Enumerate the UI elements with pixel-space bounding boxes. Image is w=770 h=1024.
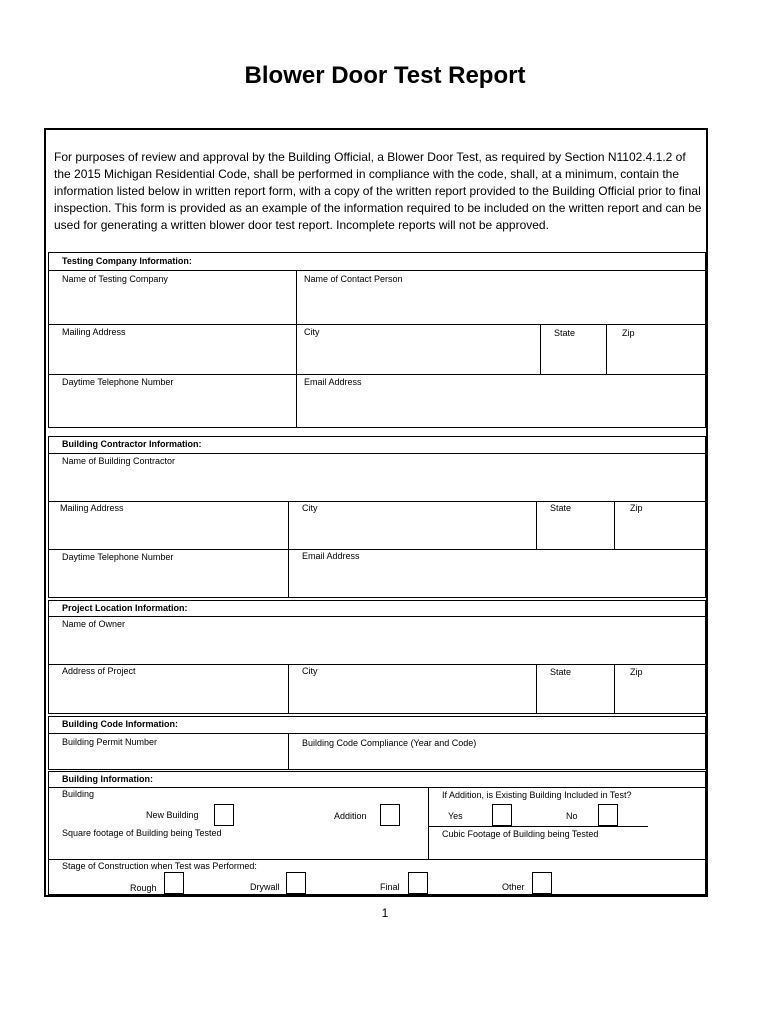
- project-section: [48, 600, 706, 714]
- final-label: Final: [380, 882, 400, 892]
- divider: [606, 324, 607, 374]
- building-info-header: Building Information:: [62, 774, 153, 784]
- divider: [536, 664, 537, 714]
- yes-label: Yes: [448, 811, 463, 821]
- no-checkbox[interactable]: [598, 804, 618, 826]
- divider: [48, 453, 706, 454]
- divider: [48, 664, 706, 665]
- testing-zip-field[interactable]: Zip: [622, 328, 635, 338]
- existing-included-question: If Addition, is Existing Building Included in Test?: [442, 790, 632, 800]
- contractor-name-field[interactable]: Name of Building Contractor: [62, 456, 176, 466]
- testing-contact-person-field[interactable]: Name of Contact Person: [304, 274, 403, 284]
- intro-text: For purposes of review and approval by the Building Official, a Blower Door Test, as required by Section N1102.4.1.2 of the 2015 Michigan Residential Code, shall be performed in compliance with the code, shall, at a minimum, contain the information listed below in written report form, with a copy of the written report provided to the Building Official prior to final inspection. This form is provided as an example of the information required to be included on the written report and can be used for generating a written blower door test report. Incomplete reports will not be approved.: [54, 150, 702, 232]
- no-label: No: [566, 811, 578, 821]
- divider: [48, 787, 706, 788]
- divider: [48, 733, 706, 734]
- code-header: Building Code Information:: [62, 719, 178, 729]
- drywall-checkbox[interactable]: [286, 872, 306, 894]
- rough-checkbox[interactable]: [164, 872, 184, 894]
- code-compliance-field[interactable]: Building Code Compliance (Year and Code): [302, 738, 477, 748]
- page-title: Blower Door Test Report: [244, 62, 526, 89]
- divider: [536, 501, 537, 549]
- contractor-header: Building Contractor Information:: [62, 439, 202, 449]
- divider: [428, 787, 429, 859]
- divider: [296, 270, 297, 428]
- testing-mailing-address-field[interactable]: Mailing Address: [62, 327, 126, 337]
- divider: [48, 501, 706, 502]
- building-label: Building: [62, 789, 95, 799]
- page-number: 1: [381, 906, 389, 920]
- divider: [288, 664, 289, 714]
- testing-city-field[interactable]: City: [304, 327, 320, 337]
- divider: [48, 616, 706, 617]
- divider: [614, 664, 615, 714]
- project-city-field[interactable]: City: [302, 666, 318, 676]
- other-checkbox[interactable]: [532, 872, 552, 894]
- project-zip-field[interactable]: Zip: [630, 667, 643, 677]
- final-checkbox[interactable]: [408, 872, 428, 894]
- contractor-zip-field[interactable]: Zip: [630, 503, 643, 513]
- cubic-footage-field[interactable]: Cubic Footage of Building being Tested: [442, 829, 599, 839]
- contractor-state-field[interactable]: State: [550, 503, 572, 513]
- contractor-city-field[interactable]: City: [302, 503, 318, 513]
- new-building-checkbox[interactable]: [214, 804, 234, 826]
- project-header: Project Location Information:: [62, 603, 188, 613]
- yes-checkbox[interactable]: [492, 804, 512, 826]
- drywall-label: Drywall: [250, 882, 280, 892]
- new-building-label: New Building: [146, 810, 199, 820]
- other-label: Other: [502, 882, 525, 892]
- contractor-phone-field[interactable]: Daytime Telephone Number: [62, 552, 174, 562]
- testing-email-field[interactable]: Email Address: [304, 377, 362, 387]
- testing-company-header: Testing Company Information:: [62, 256, 192, 266]
- project-state-field[interactable]: State: [550, 667, 572, 677]
- contractor-email-field[interactable]: Email Address: [302, 551, 360, 561]
- owner-name-field[interactable]: Name of Owner: [62, 619, 126, 629]
- divider: [48, 324, 706, 325]
- testing-phone-field[interactable]: Daytime Telephone Number: [62, 377, 174, 387]
- permit-number-field[interactable]: Building Permit Number: [62, 737, 158, 747]
- divider: [48, 270, 706, 271]
- addition-checkbox[interactable]: [380, 804, 400, 826]
- testing-company-name-field[interactable]: Name of Testing Company: [62, 274, 168, 284]
- stage-label: Stage of Construction when Test was Performed:: [62, 861, 257, 871]
- rough-label: Rough: [130, 883, 157, 893]
- divider: [48, 374, 706, 375]
- square-footage-field[interactable]: Square footage of Building being Tested: [62, 828, 222, 838]
- divider: [614, 501, 615, 549]
- contractor-mailing-address-field[interactable]: Mailing Address: [60, 503, 124, 513]
- project-address-field[interactable]: Address of Project: [62, 666, 136, 676]
- divider: [288, 733, 289, 770]
- divider: [540, 324, 541, 374]
- divider: [48, 549, 706, 550]
- addition-label: Addition: [334, 811, 367, 821]
- divider: [48, 859, 706, 860]
- divider: [288, 501, 289, 598]
- testing-state-field[interactable]: State: [554, 328, 576, 338]
- divider: [428, 826, 648, 827]
